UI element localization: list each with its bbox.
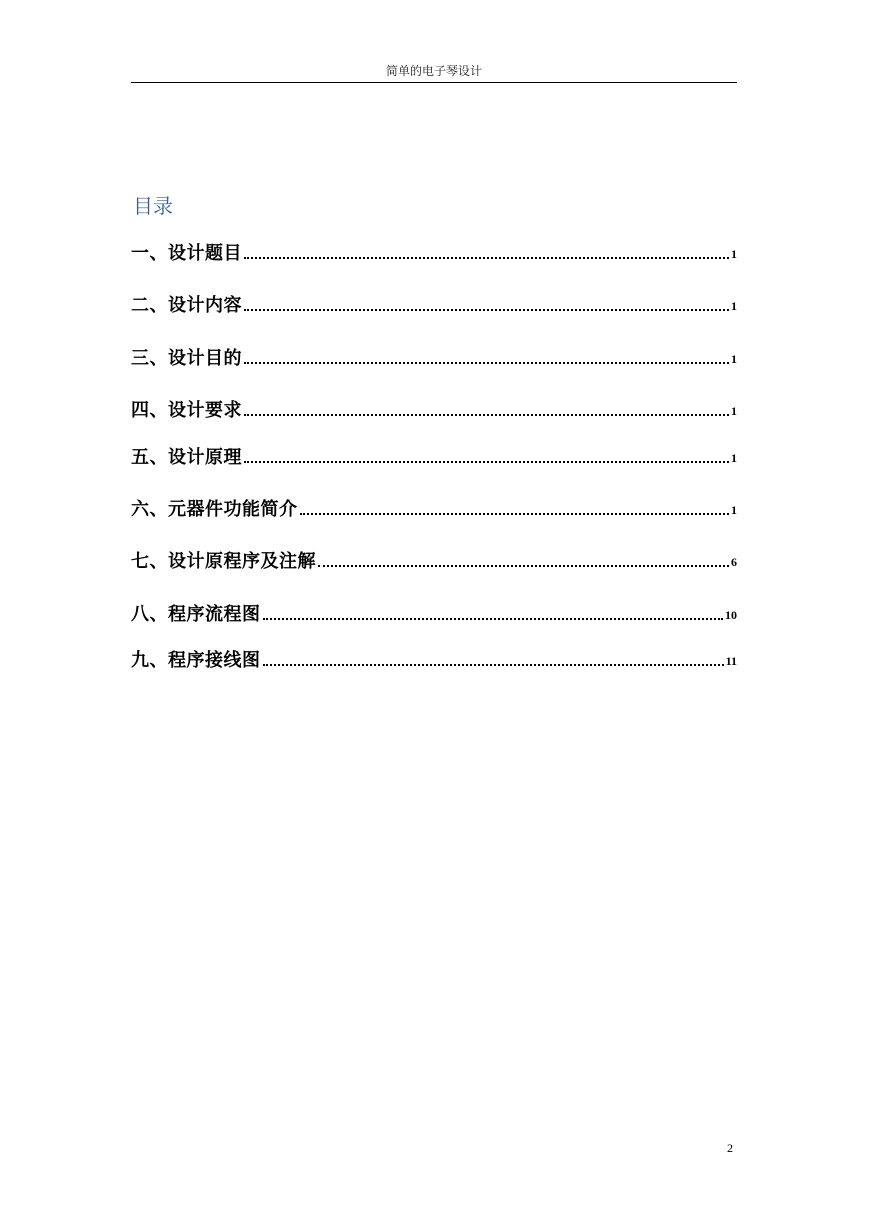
toc-entry[interactable] (131, 345, 737, 371)
toc-entry-page: 1 (731, 451, 737, 465)
toc-entry-label: 五、设计原理 (131, 447, 242, 468)
toc-entry[interactable] (131, 240, 737, 266)
toc-entry-page: 1 (731, 352, 737, 366)
toc-dot-leader (244, 362, 729, 364)
toc-entry[interactable] (131, 548, 737, 574)
toc-entry[interactable] (131, 601, 737, 627)
toc-dot-leader (300, 513, 730, 515)
toc-dot-leader (263, 618, 724, 620)
toc-dot-leader (244, 309, 729, 311)
toc-entry-label: 七、设计原程序及注解 (131, 551, 316, 572)
toc-entry[interactable] (131, 647, 737, 673)
toc-entry-label: 九、程序接线图 (131, 650, 261, 671)
toc-entry-label: 六、元器件功能简介 (131, 499, 298, 520)
toc-dot-leader (318, 565, 729, 567)
toc-entry-page: 1 (731, 503, 737, 517)
toc-entry-page: 1 (731, 404, 737, 418)
toc-dot-leader (244, 461, 729, 463)
toc-entry[interactable] (131, 444, 737, 470)
toc-dot-leader (263, 664, 724, 666)
page-header (131, 62, 737, 83)
toc-entry-page: 1 (731, 299, 737, 313)
toc-entry-label: 三、设计目的 (131, 348, 242, 369)
header-title: 简单的电子琴设计 (385, 64, 482, 78)
toc-dot-leader (244, 257, 729, 259)
toc-entry-page: 11 (725, 654, 737, 668)
toc-entry-page: 1 (731, 247, 737, 261)
toc-title: 目录 (133, 194, 173, 218)
toc-entry-label: 八、程序流程图 (131, 604, 261, 625)
toc-entry-label: 一、设计题目 (131, 243, 242, 264)
toc-entry-page: 10 (725, 608, 737, 622)
toc-entry[interactable] (131, 292, 737, 318)
toc-dot-leader (244, 414, 729, 416)
toc-entry-label: 二、设计内容 (131, 295, 242, 316)
toc-entry[interactable] (131, 397, 737, 423)
page-number: 2 (727, 1141, 733, 1155)
toc-entry[interactable] (131, 496, 737, 522)
toc-entry-page: 6 (731, 555, 737, 569)
toc-entry-label: 四、设计要求 (131, 400, 242, 421)
